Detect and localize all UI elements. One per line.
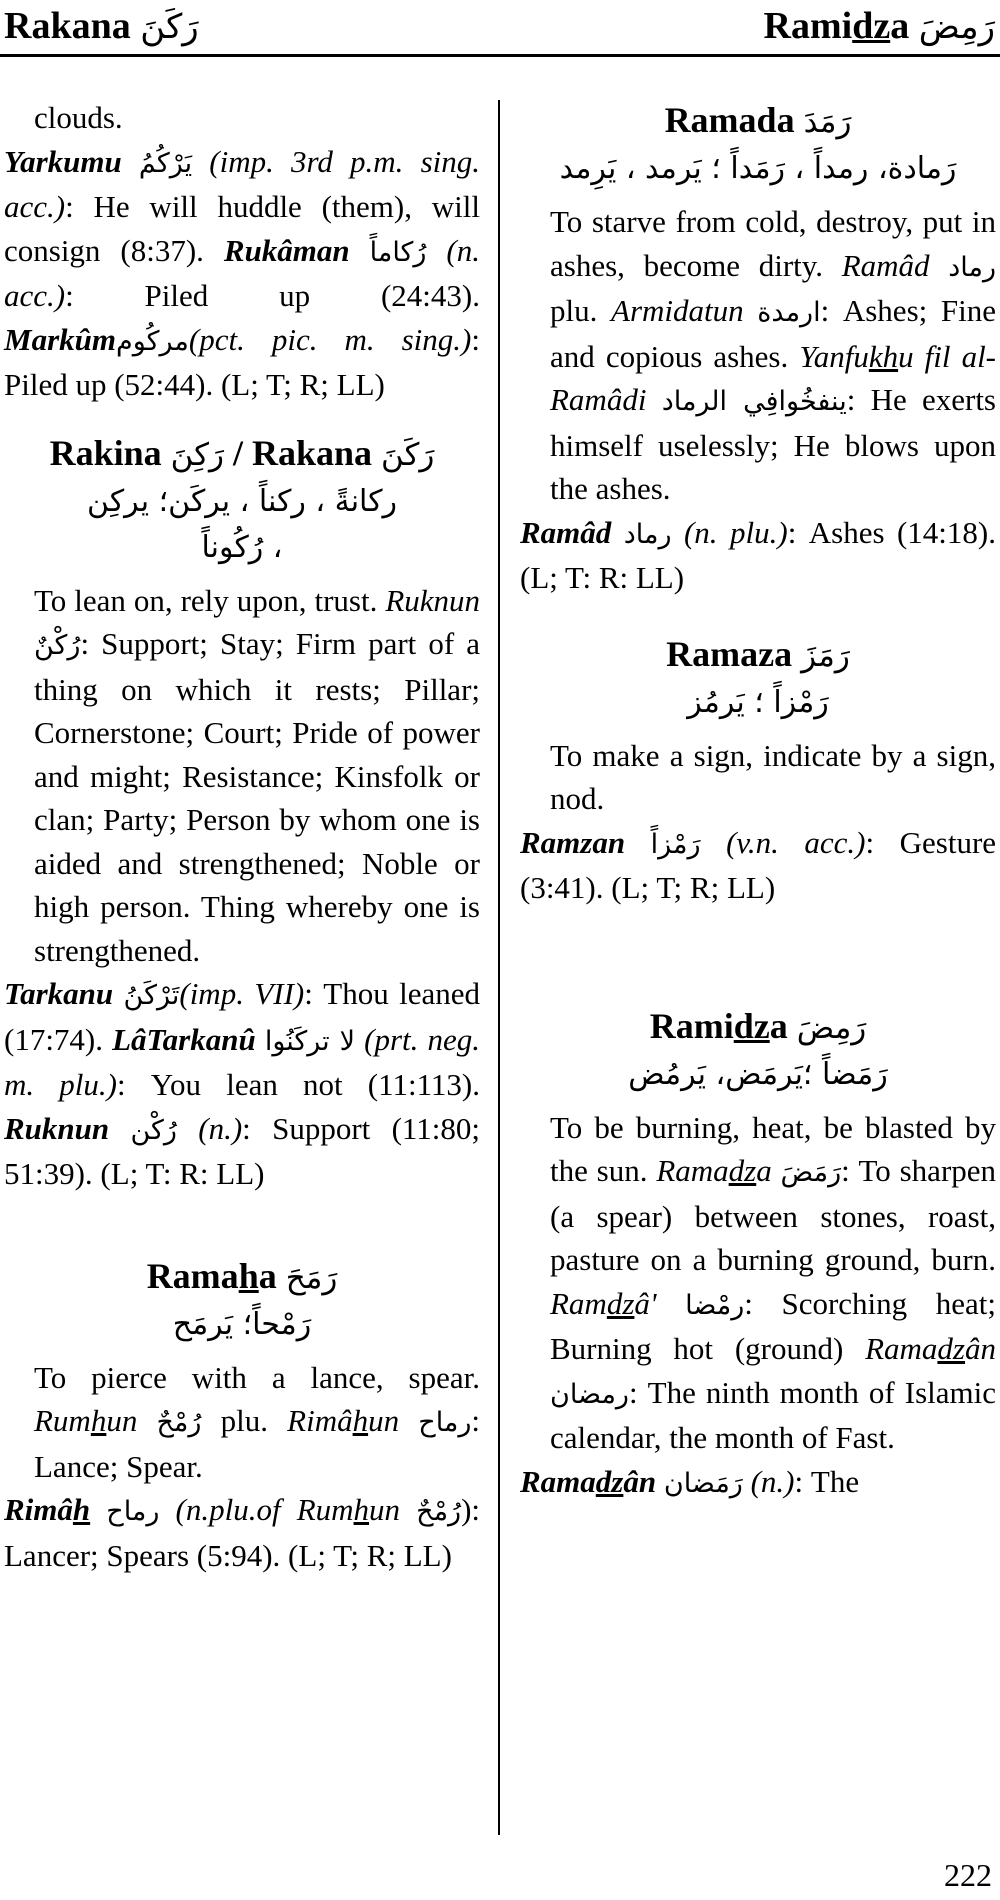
- derived-word-arabic: رُمْحٌ: [156, 1407, 202, 1438]
- title-separator: /: [223, 432, 252, 473]
- word-part: Rama: [865, 1331, 938, 1366]
- word-part: ân: [965, 1331, 996, 1366]
- word-part: a: [756, 1153, 772, 1188]
- word-part: h: [352, 1403, 369, 1438]
- derived-word: [34, 1403, 137, 1438]
- entry-headword: Markûm: [4, 321, 116, 357]
- entry-arabic: مرکُوم: [115, 325, 189, 357]
- verb-forms: [4, 1302, 480, 1348]
- word-part: (n.plu.of: [175, 1492, 281, 1527]
- word-part: Yanfu: [799, 338, 869, 374]
- derived-word-arabic: رمْضا: [685, 1289, 745, 1321]
- verb-forms-arabic: رکانةً ، رکناً ، یرکَن؛ یرکِن: [87, 483, 397, 519]
- entry-definition: : The: [794, 1463, 860, 1499]
- root-meaning: [520, 734, 996, 821]
- entry-headword: [520, 1464, 656, 1499]
- entry-arabic: رُكاماً: [369, 236, 427, 268]
- header-rule: [0, 54, 1000, 57]
- derived-word: [550, 1286, 657, 1321]
- word-part: h: [90, 1403, 107, 1438]
- section-title-ramaha: [4, 1252, 480, 1302]
- verb-forms: [520, 1052, 996, 1098]
- verb-forms-arabic: رَمَضاً ؛يَرمَض، يَرمُض: [628, 1056, 888, 1092]
- root-meaning: [4, 1356, 480, 1489]
- title-prefix: Rami: [649, 1005, 734, 1046]
- entry-grammar: [176, 1492, 401, 1527]
- meaning-text: To pierce with a lance, spear.: [34, 1359, 480, 1395]
- word-part: h: [353, 1492, 370, 1527]
- section-title-ramidza: [520, 1002, 996, 1052]
- meaning-text: : Ashes; Fine and copious ashes.: [550, 293, 996, 374]
- derived-word-arabic: رماد: [948, 251, 997, 283]
- derived-word: [287, 1403, 399, 1438]
- entry-arabic: رَمَضان: [663, 1467, 743, 1499]
- word-part: Rimâ: [4, 1492, 73, 1527]
- entry-group-rakina: [4, 972, 480, 1196]
- verb-forms: [520, 680, 996, 726]
- word-part: Rama: [520, 1463, 596, 1499]
- page-header: [0, 0, 1000, 58]
- entry-arabic: رماد: [623, 518, 672, 550]
- derived-word-arabic: رُكْنٌ: [34, 630, 81, 661]
- entry-headword: Yarkumu: [4, 143, 122, 179]
- header-right-arabic: رَمِضَ: [918, 7, 995, 47]
- entry-definition: : He will huddle (them), will consign (8:37).: [4, 189, 480, 268]
- derived-word: Ramâd: [841, 247, 930, 283]
- title-suffix: a: [258, 1255, 277, 1296]
- entry-grammar: (pct. pic. m. sing.): [188, 321, 472, 357]
- continued-text: clouds.: [34, 100, 123, 135]
- root-meaning: [520, 200, 996, 511]
- derived-word: Armidatun: [611, 293, 744, 328]
- entry-headword: Ruknun: [4, 1110, 110, 1146]
- derived-word: [865, 1331, 996, 1366]
- verb-forms-arabic: رَمْحاً؛ يَرمَح: [172, 1306, 312, 1342]
- entry-arabic: لا تركَنُوا: [264, 1025, 356, 1057]
- verb-forms: [4, 525, 480, 571]
- entry-grammar: (n.): [750, 1463, 795, 1499]
- root-meaning: [520, 1106, 996, 1460]
- entry-definition: : Gesture (3:41). (L; T; R; LL): [520, 824, 997, 905]
- meaning-text: : He exerts himself uselessly; He blows upon the ashes.: [550, 382, 996, 506]
- meaning-text: : The ninth month of Islamic calendar, the month of Fast.: [550, 1374, 996, 1455]
- word-part: kh: [868, 338, 899, 374]
- meaning-text: : To sharpen (a spear) between stones, roast, pasture on a burning ground, burn.: [550, 1153, 997, 1277]
- word-part: Rimâ: [287, 1403, 353, 1438]
- derived-word-arabic: ارمدة: [757, 297, 821, 328]
- header-left-guide-word: [4, 4, 199, 48]
- entry-headword: Rukâman: [223, 232, 350, 268]
- word-part: [297, 1492, 400, 1527]
- header-right-underlined: dz: [852, 5, 891, 47]
- entry-arabic: رَمْزاً: [650, 828, 701, 860]
- entry-arabic: رماح: [106, 1496, 160, 1527]
- entry-definition: : You lean not (11:113).: [117, 1067, 480, 1102]
- title-arabic: رَمِضَ: [796, 1009, 867, 1046]
- section-title-ramada: [520, 96, 996, 146]
- derived-word-arabic: رَمَضَ: [780, 1157, 842, 1188]
- page-number: 222: [944, 1857, 992, 1893]
- entry-group-ramaha: [4, 1488, 480, 1577]
- entry-headword: Ramzan: [520, 824, 626, 860]
- section-title-rakina: [4, 429, 480, 479]
- entry-grammar: (imp. 3rd p.m. sing. acc.): [4, 143, 480, 224]
- title-underlined: dz: [733, 1005, 770, 1046]
- word-part: Rum: [296, 1492, 354, 1527]
- title-word: Rakana: [252, 432, 373, 473]
- word-part: ân: [623, 1463, 657, 1499]
- header-right-guide-word: [764, 4, 995, 48]
- verb-forms-arabic: رَمادة، رمداً ، رَمَداً ؛ يَرمد ، يَرِمد: [559, 151, 957, 186]
- entry-grammar: (imp. VII): [179, 976, 305, 1011]
- word-part: h: [72, 1492, 91, 1527]
- word-part: â': [634, 1285, 657, 1321]
- meaning-text: To make a sign, indicate by a sign, nod.: [550, 737, 996, 816]
- entry-group-ramada: [520, 511, 996, 600]
- entry-definition: : Thou leaned (17:74).: [4, 976, 481, 1057]
- plural-label: plu.: [220, 1403, 268, 1438]
- header-right-prefix: Rami: [763, 5, 853, 47]
- word-part: Rum: [34, 1403, 91, 1438]
- phrase-arabic: ينفخُوافِي الرماد: [661, 386, 847, 417]
- title-arabic: رَكِنَ: [170, 436, 224, 473]
- verb-forms-arabic: رُکُوناً ،: [201, 529, 283, 565]
- entry-arabic: يَرْكُمُ: [138, 147, 193, 179]
- title-word: Ramaza: [666, 633, 793, 674]
- entry-group-rakama: [4, 140, 480, 407]
- word-part: dz: [728, 1153, 757, 1188]
- word-part: dz: [595, 1463, 624, 1499]
- word-part: dz: [937, 1331, 965, 1366]
- entry-grammar: (n.): [198, 1110, 243, 1146]
- entry-headword: Ramâd: [520, 514, 612, 550]
- derived-word: [656, 1153, 771, 1188]
- title-word: Rakina: [49, 432, 162, 473]
- entry-headword: LâTarkanû: [112, 1021, 256, 1057]
- entry-grammar: (v.n. acc.): [726, 824, 866, 860]
- meaning-text: : Scorching heat; Burning hot (ground): [550, 1285, 996, 1366]
- entry-headword: Tarkanu: [4, 976, 114, 1011]
- root-meaning: [4, 579, 480, 973]
- entry-grammar: (n. acc.): [4, 232, 480, 313]
- entry-arabic: تَرْكَنُ: [123, 980, 180, 1011]
- right-column: [520, 96, 996, 1505]
- title-arabic: رَمَدَ: [803, 104, 852, 140]
- title-arabic: رَكَنَ: [381, 436, 435, 473]
- entry-definition: : Support (11:80; 51:39). (L; T: R: LL): [4, 1110, 480, 1191]
- word-part: dz: [606, 1285, 635, 1321]
- meaning-text: To starve from cold, destroy, put in ashes, become dirty.: [550, 204, 996, 283]
- meaning-text: To be burning, heat, be blasted by the sun.: [550, 1109, 996, 1188]
- entry-definition: ): Lancer; Spears (5:94). (L; T; R; LL): [4, 1492, 481, 1573]
- derived-word: Ruknun: [385, 582, 481, 618]
- derived-word-arabic: رمضان: [550, 1378, 629, 1410]
- word-part: Rama: [656, 1153, 729, 1188]
- word-part: Ram: [550, 1285, 607, 1321]
- derived-word-arabic: رماح: [418, 1407, 472, 1438]
- title-word: Ramada: [664, 100, 795, 140]
- title-prefix: Rama: [146, 1255, 239, 1296]
- meaning-text: : Support; Stay; Firm part of a thing on which it rests; Pillar; Cornerstone; Court; Pride of power and might; Resistance; Kinsfolk or clan; Party; Person by whom one is aided and strengthened; Noble or high person. Thing whereby one is strengthened.: [34, 626, 480, 968]
- header-left-word: Rakana: [4, 5, 131, 47]
- title-arabic: رَمَزَ: [801, 637, 850, 674]
- entry-definition: : Piled up (52:44). (L; T; R; LL): [4, 321, 480, 402]
- word-part: un: [368, 1403, 400, 1438]
- entry-definition: : Piled up (24:43).: [65, 278, 480, 313]
- plural-label: plu.: [550, 293, 598, 328]
- entry-group-ramidza: [520, 1460, 996, 1506]
- left-column: [4, 96, 480, 1577]
- section-title-ramaza: [520, 630, 996, 680]
- entry-arabic: رُمْحٌ: [416, 1496, 462, 1527]
- title-suffix: a: [769, 1005, 788, 1046]
- column-divider: [498, 100, 500, 1835]
- word-part: un: [106, 1403, 138, 1438]
- entry-grammar: (prt. neg. m. plu.): [4, 1021, 480, 1102]
- verb-forms: [520, 146, 996, 192]
- verb-forms-arabic: رَمْزاً ؛ يَرمُز: [687, 684, 829, 720]
- word-part: un: [369, 1492, 401, 1527]
- title-underlined: h: [238, 1255, 259, 1296]
- header-left-arabic: رَكَنَ: [140, 7, 199, 47]
- word-part: u fil al-Ramâdi: [550, 338, 997, 417]
- entry-group-ramaza: [520, 821, 996, 910]
- title-arabic: رَمَحَ: [285, 1259, 338, 1296]
- entry-grammar: (n. plu.): [683, 514, 788, 550]
- entry-headword: [4, 1492, 90, 1527]
- entry-definition: : Ashes (14:18). (L; T: R: LL): [520, 514, 996, 595]
- meaning-text: : Lance; Spear.: [34, 1403, 481, 1484]
- entry-arabic: رُکْن: [130, 1114, 177, 1146]
- verb-forms: [4, 479, 480, 525]
- header-right-suffix: a: [890, 5, 910, 47]
- meaning-text: To lean on, rely upon, trust.: [34, 582, 378, 618]
